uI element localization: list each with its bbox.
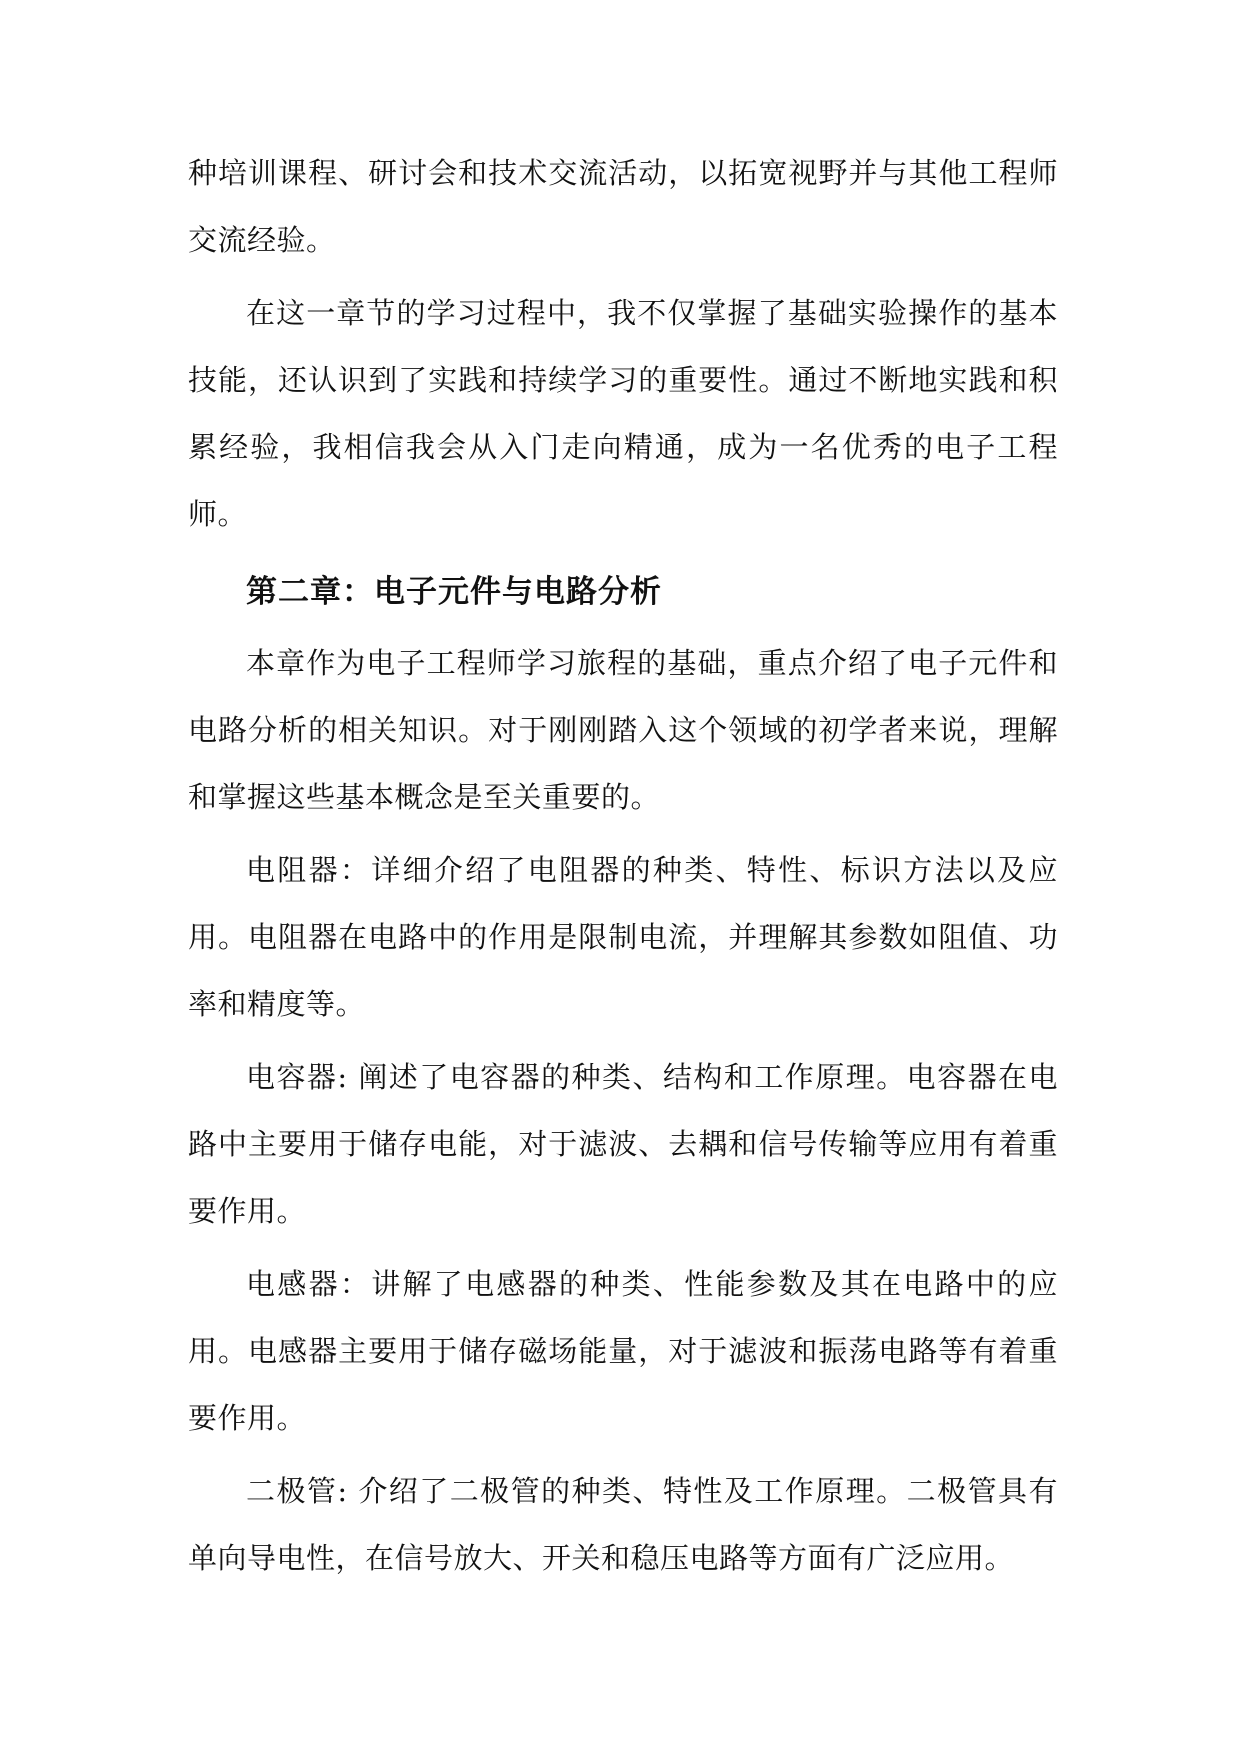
paragraph-intro: 本章作为电子工程师学习旅程的基础，重点介绍了电子元件和电路分析的相关知识。对于刚刚踏入这个领域的初学者来说，理解和掌握这些基本概念是至关重要的。 (188, 646, 1058, 814)
paragraph-continuation: 种培训课程、研讨会和技术交流活动，以拓宽视野并与其他工程师交流经验。 (188, 156, 1058, 257)
paragraph-diode: 二极管: 介绍了二极管的种类、特性及工作原理。二极管具有单向导电性，在信号放大、开关和稳压电路等方面有广泛应用。 (188, 1474, 1058, 1575)
paragraph-resistor: 电阻器：详细介绍了电阻器的种类、特性、标识方法以及应用。电阻器在电路中的作用是限制电流，并理解其参数如阻值、功率和精度等。 (188, 853, 1058, 1021)
paragraph-summary: 在这一章节的学习过程中，我不仅掌握了基础实验操作的基本技能，还认识到了实践和持续学习的重要性。通过不断地实践和积累经验，我相信我会从入门走向精通，成为一名优秀的电子工程师。 (188, 296, 1058, 531)
paragraph-inductor: 电感器：讲解了电感器的种类、性能参数及其在电路中的应用。电感器主要用于储存磁场能量，对于滤波和振荡电路等有着重要作用。 (188, 1267, 1058, 1435)
paragraph-capacitor: 电容器: 阐述了电容器的种类、结构和工作原理。电容器在电路中主要用于储存电能，对于滤波、去耦和信号传输等应用有着重要作用。 (188, 1060, 1058, 1228)
chapter-heading: 第二章：电子元件与电路分析 (246, 574, 662, 610)
document-body (188, 140, 1058, 1592)
